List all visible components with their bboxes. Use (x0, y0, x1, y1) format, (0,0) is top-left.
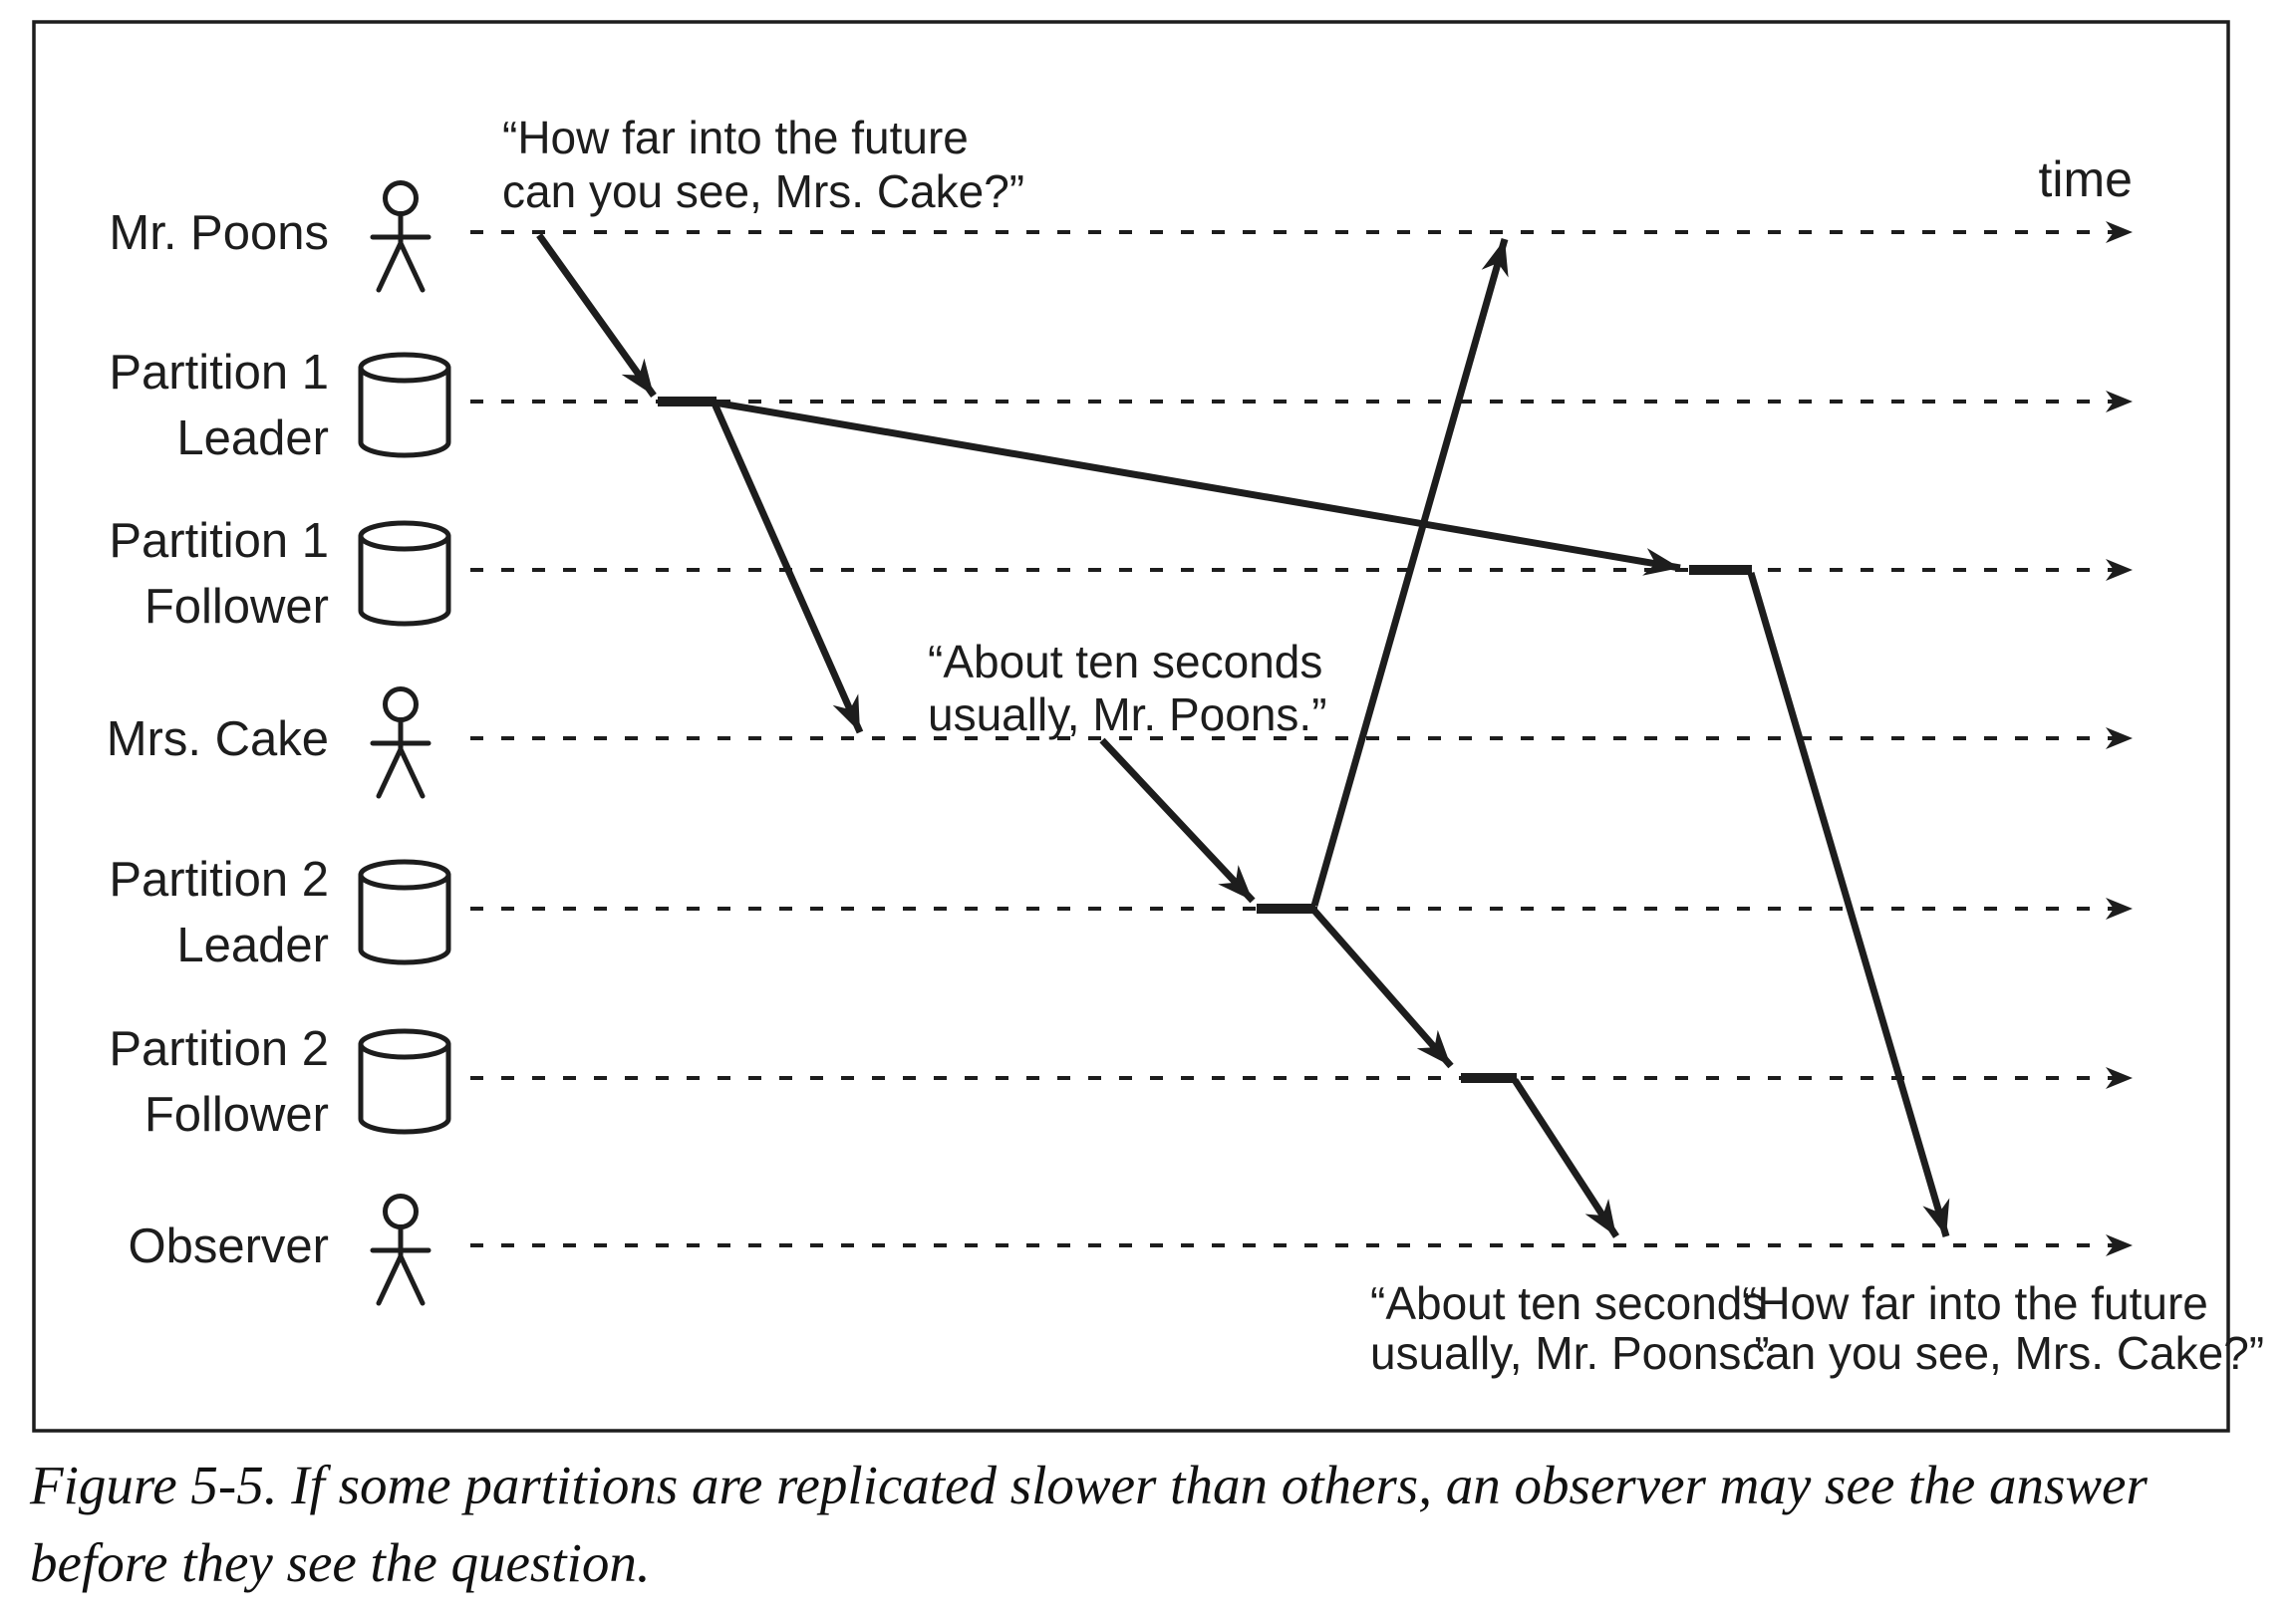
quote-line: can you see, Mrs. Cake?” (1742, 1327, 2265, 1379)
time-axis-label: time (2038, 151, 2133, 207)
annotation-question-top (502, 112, 1024, 217)
lane-label-mrs-cake: Mrs. Cake (106, 712, 329, 766)
quote-line: usually, Mr. Poons.” (1370, 1327, 1770, 1379)
lane-label-partition-1: Partition 1 (109, 514, 329, 568)
arrow-question-poons-to-p1-leader (539, 235, 654, 396)
quote-line: can you see, Mrs. Cake?” (502, 165, 1025, 217)
arrow-answer-p2-follower-to-observer (1515, 1080, 1616, 1236)
lane-label-observer: Observer (128, 1219, 329, 1273)
quote-line: “How far into the future (1742, 1277, 2208, 1329)
database-cylinder-icon (361, 862, 448, 962)
quote-line: “About ten seconds (1370, 1277, 1766, 1329)
lane-partition-2-follower (109, 1022, 2133, 1142)
quote-line: “How far into the future (502, 112, 969, 163)
quote-line: usually, Mr. Poons.” (928, 688, 1327, 740)
person-icon (373, 183, 429, 291)
lane-label-mr-poons: Mr. Poons (109, 206, 329, 260)
arrow-answer-cake-to-p2-leader (1102, 740, 1253, 901)
arrow-question-p1-follower-to-observer (1751, 573, 1946, 1236)
lane-partition-1-follower (109, 514, 2133, 634)
person-icon (373, 689, 429, 797)
lane-label-follower: Follower (144, 580, 329, 634)
annotation-answer-mid (928, 636, 1327, 740)
arrow-question-p1-leader-to-cake (715, 404, 860, 732)
lane-partition-1-leader (109, 346, 2133, 465)
lane-label-leader: Leader (176, 919, 329, 972)
lane-label-follower: Follower (144, 1088, 329, 1142)
person-icon (373, 1197, 429, 1304)
database-cylinder-icon (361, 355, 448, 455)
arrow-answer-p2-leader-to-poons (1314, 239, 1505, 906)
lane-label-leader: Leader (176, 411, 329, 465)
figure-caption: Figure 5-5. If some partitions are replicated slower than others, an observer may see the answer before they see the question. (30, 1455, 2148, 1594)
arrow-replication-p2-leader-to-follower (1314, 911, 1451, 1066)
lane-mr-poons (109, 183, 2133, 291)
lane-label-partition-2: Partition 2 (109, 853, 329, 907)
annotation-answer-observer (1370, 1277, 1770, 1379)
lane-label-partition-2: Partition 2 (109, 1022, 329, 1076)
lane-partition-2-leader (109, 853, 2133, 972)
arrow-replication-p1-leader-to-follower (715, 403, 1680, 568)
database-cylinder-icon (361, 1031, 448, 1132)
quote-line: “About ten seconds (928, 636, 1323, 687)
database-cylinder-icon (361, 523, 448, 624)
annotation-question-observer (1742, 1277, 2264, 1379)
lane-label-partition-1: Partition 1 (109, 346, 329, 400)
